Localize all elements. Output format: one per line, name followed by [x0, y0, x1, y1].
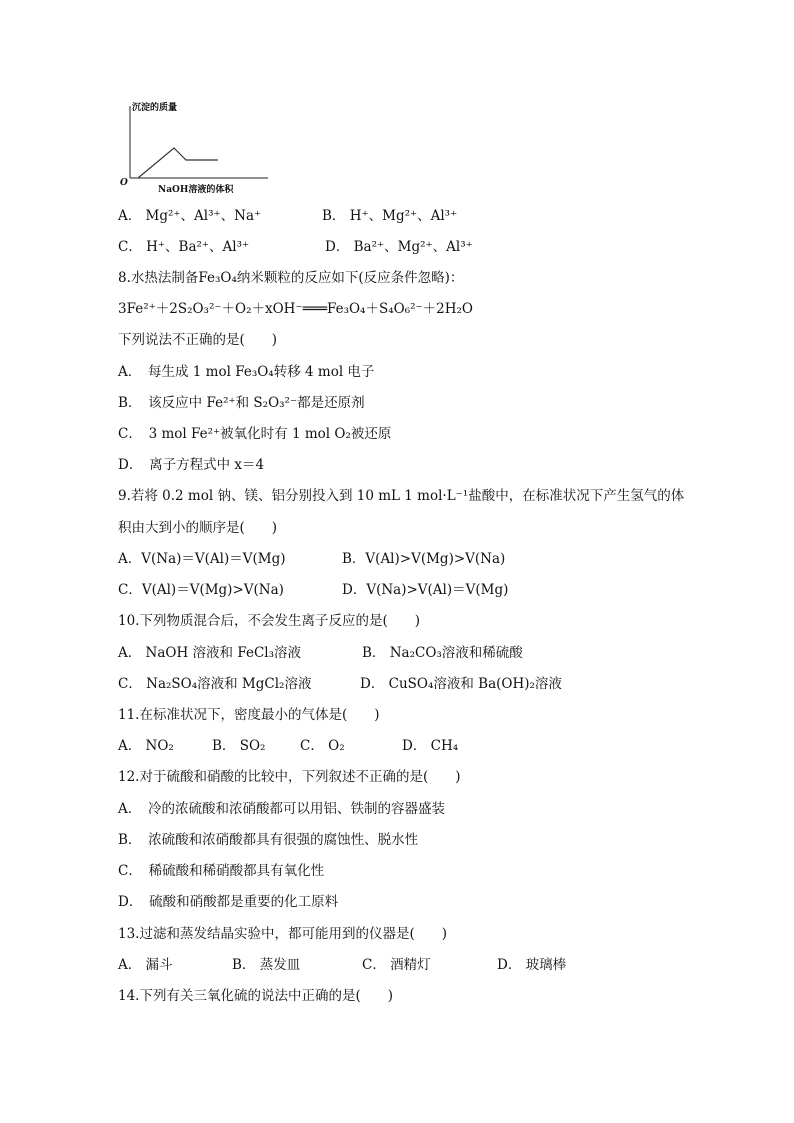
q9-option-b: B．V(Al)>V(Mg)>V(Na)	[342, 551, 506, 567]
q7-option-a: A． Mg²⁺、Al³⁺、Na⁺	[118, 208, 262, 224]
q14-stem: 14.下列有关三氧化硫的说法中正确的是( )	[118, 988, 394, 1004]
q9-option-a: A．V(Na)＝V(Al)＝V(Mg)	[118, 551, 286, 567]
q10-option-b: B． Na₂CO₃溶液和稀硫酸	[362, 645, 523, 661]
origin-label: O	[120, 178, 128, 188]
q13-stem: 13.过滤和蒸发结晶实验中，都可能用到的仪器是( )	[118, 926, 448, 942]
q7-option-b: B． H⁺、Mg²⁺、Al³⁺	[322, 208, 458, 224]
q8-option-c: C． 3 mol Fe²⁺被氧化时有 1 mol O₂被还原	[118, 426, 392, 442]
q9-stem-line1: 9.若将 0.2 mol 钠、镁、铝分别投入到 10 mL 1 mol·L⁻¹盐酸中，在标准状况下产生氢气的体	[118, 488, 685, 504]
q11-option-b: B． SO₂	[212, 738, 266, 754]
q12-option-a: A． 冷的浓硫酸和浓硝酸都可以用铝、铁制的容器盛装	[118, 801, 445, 817]
q7-option-c: C． H⁺、Ba²⁺、Al³⁺	[118, 239, 250, 255]
q12-option-b: B． 浓硫酸和浓硝酸都具有很强的腐蚀性、脱水性	[118, 832, 419, 848]
q8-option-d: D． 离子方程式中 x＝4	[118, 457, 265, 473]
q12-option-d: D． 硫酸和硝酸都是重要的化工原料	[118, 894, 339, 910]
q10-stem: 10.下列物质混合后，不会发生离子反应的是( )	[118, 613, 421, 629]
q11-stem: 11.在标准状况下，密度最小的气体是( )	[118, 707, 380, 723]
q9-option-c: C．V(Al)＝V(Mg)>V(Na)	[118, 582, 284, 598]
q13-option-b: B． 蒸发皿	[232, 957, 301, 973]
q11-option-c: C． O₂	[300, 738, 345, 754]
q13-option-a: A． 漏斗	[118, 957, 173, 973]
q10-option-a: A． NaOH 溶液和 FeCl₃溶液	[118, 645, 302, 661]
q13-option-c: C． 酒精灯	[362, 957, 431, 973]
q8-option-b: B． 该反应中 Fe²⁺和 S₂O₃²⁻都是还原剂	[118, 395, 365, 411]
q11-option-a: A． NO₂	[118, 738, 174, 754]
q10-option-c: C． Na₂SO₄溶液和 MgCl₂溶液	[118, 676, 312, 692]
q11-option-d: D． CH₄	[402, 738, 459, 754]
q9-option-d: D．V(Na)>V(Al)＝V(Mg)	[342, 582, 509, 598]
q9-stem-line2: 积由大到小的顺序是( )	[118, 520, 278, 536]
q8-stem: 8.水热法制备Fe₃O₄纳米颗粒的反应如下(反应条件忽略)：	[118, 270, 464, 286]
q13-option-d: D． 玻璃棒	[497, 957, 567, 973]
x-axis-label: NaOH溶液的体积	[158, 185, 234, 195]
q12-stem: 12.对于硫酸和硝酸的比较中，下列叙述不正确的是( )	[118, 769, 461, 785]
q7-option-d: D． Ba²⁺、Mg²⁺、Al³⁺	[325, 239, 473, 255]
q8-option-a: A． 每生成 1 mol Fe₃O₄转移 4 mol 电子	[118, 364, 375, 380]
q10-option-d: D． CuSO₄溶液和 Ba(OH)₂溶液	[360, 676, 562, 692]
q12-option-c: C． 稀硫酸和稀硝酸都具有氧化性	[118, 863, 325, 879]
q8-ask: 下列说法不正确的是( )	[118, 332, 278, 348]
y-axis-label: 沉淀的质量	[132, 103, 178, 113]
precipitate-graph	[118, 98, 278, 198]
q8-equation: 3Fe²⁺＋2S₂O₃²⁻＋O₂＋xOH⁻═══Fe₃O₄＋S₄O₆²⁻＋2H₂O	[118, 301, 473, 317]
graph-curve	[138, 148, 218, 178]
